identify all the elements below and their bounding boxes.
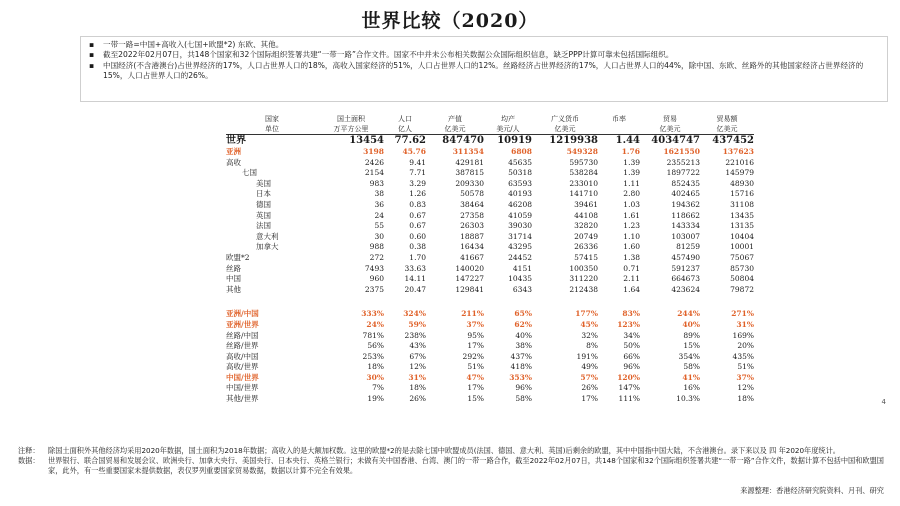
table-cell: 1.23 xyxy=(623,221,640,231)
table-cell: 17% xyxy=(581,394,598,404)
column-unit: 单位 xyxy=(226,124,318,135)
row-label: 英国 xyxy=(256,210,271,220)
table-cell xyxy=(640,295,700,309)
table-cell: 169% xyxy=(732,330,754,340)
table-cell: 1.60 xyxy=(623,242,640,252)
column-unit xyxy=(598,124,640,135)
row-label: 世界 xyxy=(226,135,246,146)
row-label: 法国 xyxy=(256,221,271,231)
column-header: 广义货币 xyxy=(551,115,579,123)
table-cell: 2.80 xyxy=(623,189,640,199)
table-cell: 47% xyxy=(466,372,484,382)
row-label: 高收/中国 xyxy=(226,351,259,361)
row-label: 中国/世界 xyxy=(226,383,259,393)
table-cell: 16% xyxy=(683,383,700,393)
row-label xyxy=(226,295,318,309)
table-cell xyxy=(532,295,598,309)
table-cell: 50% xyxy=(623,341,640,351)
table-cell: 311220 xyxy=(569,274,598,284)
row-label: 高收/世界 xyxy=(226,362,259,372)
table-cell: 41667 xyxy=(460,252,484,262)
row-label: 意大利 xyxy=(256,231,279,241)
table-cell: 2375 xyxy=(364,284,384,294)
table-row xyxy=(226,352,754,363)
page-title: 世界比较（2020） xyxy=(361,10,539,32)
table-cell: 418% xyxy=(510,362,532,372)
row-label: 美国 xyxy=(256,178,271,188)
table-row xyxy=(226,331,754,342)
table-cell: 1.10 xyxy=(623,231,640,241)
row-label: 其他/世界 xyxy=(226,394,259,404)
table-row xyxy=(226,232,754,243)
table-row xyxy=(226,274,754,285)
table-row xyxy=(226,362,754,373)
table-cell: 0.71 xyxy=(623,263,640,273)
table-cell: 96% xyxy=(515,383,532,393)
table-cell: 50578 xyxy=(460,189,484,199)
row-label: 亚洲/中国 xyxy=(226,309,259,319)
table-row xyxy=(226,373,754,384)
table-row xyxy=(226,179,754,190)
table-cell: 1.39 xyxy=(623,168,640,178)
column-header: 均产 xyxy=(501,115,515,123)
table-cell: 37% xyxy=(736,372,754,382)
table-cell: 41059 xyxy=(508,210,532,220)
row-label: 七国 xyxy=(242,168,257,178)
table-cell: 15716 xyxy=(730,189,754,199)
table-cell: 1.38 xyxy=(623,252,640,262)
table-cell: 59% xyxy=(408,319,426,329)
table-cell: 15% xyxy=(683,341,700,351)
page-number: 4 xyxy=(881,398,886,406)
table-cell: 781% xyxy=(362,330,384,340)
table-cell: 37% xyxy=(466,319,484,329)
table-cell: 7493 xyxy=(364,263,384,273)
table-cell: 7.71 xyxy=(409,168,426,178)
table-cell: 1.61 xyxy=(623,210,640,220)
table-cell xyxy=(318,295,384,309)
table-row xyxy=(226,242,754,253)
row-label: 丝路/中国 xyxy=(226,330,259,340)
table-cell xyxy=(484,295,532,309)
table-cell: 457490 xyxy=(671,252,700,262)
table-unit-row xyxy=(226,124,754,135)
table-cell: 437% xyxy=(510,351,532,361)
table-cell: 4151 xyxy=(512,263,532,273)
note-item xyxy=(89,61,879,82)
table-header-row xyxy=(226,114,754,124)
table-cell: 333% xyxy=(361,309,384,319)
table-cell: 123% xyxy=(617,319,640,329)
table-cell: 1.39 xyxy=(623,157,640,167)
table-row xyxy=(226,341,754,352)
column-header: 贸易额 xyxy=(716,115,738,123)
table-cell: 58% xyxy=(515,394,532,404)
table-row xyxy=(226,320,754,331)
table-cell: 40% xyxy=(682,319,700,329)
table-row xyxy=(226,211,754,222)
table-cell: 14.11 xyxy=(404,274,426,284)
table-cell: 24 xyxy=(374,210,384,220)
table-cell: 39030 xyxy=(508,221,532,231)
table-row xyxy=(226,200,754,211)
table-cell: 56% xyxy=(367,341,384,351)
table-cell: 1.70 xyxy=(409,252,426,262)
row-label: 日本 xyxy=(256,189,271,199)
table-cell: 48930 xyxy=(730,178,754,188)
table-cell: 13435 xyxy=(730,210,754,220)
table-cell: 141710 xyxy=(569,189,598,199)
column-header: 国家 xyxy=(265,115,279,123)
table-cell: 538284 xyxy=(569,168,598,178)
column-unit: 亿人 xyxy=(384,124,426,135)
table-cell: 19% xyxy=(367,394,384,404)
table-cell: 12% xyxy=(737,383,754,393)
table-cell: 120% xyxy=(617,372,640,382)
table-cell: 63593 xyxy=(508,178,532,188)
table-cell: 423624 xyxy=(671,284,700,294)
table-cell: 429181 xyxy=(455,157,484,167)
table-cell: 1.64 xyxy=(623,284,640,294)
table-cell: 38464 xyxy=(460,199,484,209)
table-cell: 20749 xyxy=(574,231,598,241)
table-cell: 32820 xyxy=(574,221,598,231)
column-unit: 亿美元 xyxy=(700,124,754,135)
table-cell: 194362 xyxy=(671,199,700,209)
table-row xyxy=(226,168,754,179)
table-cell: 3198 xyxy=(363,147,384,156)
table-cell: 44108 xyxy=(574,210,598,220)
table-cell: 221016 xyxy=(725,157,754,167)
table-row xyxy=(226,295,754,309)
table-cell: 30% xyxy=(366,372,384,382)
table-cell: 20% xyxy=(737,341,754,351)
footnotes xyxy=(18,446,890,476)
table-cell: 31108 xyxy=(730,199,754,209)
table-cell: 292% xyxy=(462,351,484,361)
table-cell: 0.38 xyxy=(409,242,426,252)
table-row xyxy=(226,147,754,158)
table-cell: 66% xyxy=(623,351,640,361)
table-cell: 6343 xyxy=(512,284,532,294)
bullet-icon: ▪ xyxy=(89,50,95,60)
column-header: 贸易 xyxy=(663,115,677,123)
table-cell: 118662 xyxy=(671,210,700,220)
table-cell: 147227 xyxy=(455,274,484,284)
column-unit: 亿美元 xyxy=(640,124,700,135)
table-cell: 7% xyxy=(372,383,384,393)
table-cell: 549328 xyxy=(566,147,598,156)
column-header: 币率 xyxy=(612,115,626,123)
table-cell: 65% xyxy=(514,309,532,319)
table-cell: 2426 xyxy=(364,157,384,167)
row-label: 中国/世界 xyxy=(226,372,259,382)
row-label: 亚洲 xyxy=(226,147,241,156)
table-cell: 0.67 xyxy=(409,210,426,220)
table-row xyxy=(226,158,754,169)
column-unit: 亿美元 xyxy=(532,124,598,135)
table-cell: 852435 xyxy=(671,178,700,188)
footnote-text: 世界银行、联合国贸易和发展会议、欧洲央行、加拿大央行、美国央行、日本央行、英格兰银行；未做有关中国香港、台湾、澳门的一带一路合作，截至2022年02月07日，共148个国家和32个国际组织签署共建“一带一路”合作文件，数据计算不包括中国和欧盟国家，此外，有一些重要国家未提供数据，表仅罗列重要国家贸易数据，数据以计算不完全有效果。 xyxy=(48,456,884,475)
row-label: 丝路 xyxy=(226,263,241,273)
table-cell: 1897722 xyxy=(666,168,700,178)
note-item xyxy=(89,50,879,60)
table-cell: 50318 xyxy=(508,168,532,178)
table-cell: 18% xyxy=(367,362,384,372)
table-cell: 12% xyxy=(409,362,426,372)
table-cell: 49% xyxy=(581,362,598,372)
table-cell: 387815 xyxy=(455,168,484,178)
table-row xyxy=(226,221,754,232)
table-cell: 137623 xyxy=(722,147,754,156)
table-cell: 211% xyxy=(461,309,484,319)
table-cell: 960 xyxy=(369,274,384,284)
table-cell: 43% xyxy=(409,341,426,351)
table-cell: 96% xyxy=(623,362,640,372)
footnote-data xyxy=(18,456,890,476)
table-cell: 45% xyxy=(580,319,598,329)
table-cell: 51% xyxy=(737,362,754,372)
table-cell: 324% xyxy=(403,309,426,319)
table-cell: 40% xyxy=(515,330,532,340)
table-cell: 33.63 xyxy=(404,263,426,273)
table-cell: 1.11 xyxy=(623,178,640,188)
row-label: 加拿大 xyxy=(256,242,279,252)
table-cell: 16434 xyxy=(460,242,484,252)
table-cell: 17% xyxy=(467,383,484,393)
column-header: 人口 xyxy=(398,115,412,123)
table-cell: 26303 xyxy=(460,221,484,231)
note-text: 中国经济(不含港澳台)占世界经济的17%，人口占世界人口的18%，高收入国家经济的51%，人口占世界人口的12%。丝路经济占世界经济的17%，人口占世界人口的44%，除中国、东欧、丝路外的其他国家经济占世界经济的15%，人口占世界人口的26%。 xyxy=(103,60,864,81)
table-cell: 18% xyxy=(409,383,426,393)
table-cell: 43295 xyxy=(508,242,532,252)
footnote-label: 数据： xyxy=(18,456,40,465)
table-cell: 2.11 xyxy=(623,274,640,284)
column-header: 国土面积 xyxy=(337,115,365,123)
table-cell: 26336 xyxy=(574,242,598,252)
table-cell: 26% xyxy=(581,383,598,393)
table-cell: 353% xyxy=(509,372,532,382)
table-cell: 75067 xyxy=(730,252,754,262)
table-cell: 9.41 xyxy=(409,157,426,167)
table-row xyxy=(226,285,754,296)
table-cell: 45635 xyxy=(508,157,532,167)
table-cell: 10919 xyxy=(497,135,532,146)
footnote-label: 注释： xyxy=(18,446,40,455)
table-cell: 50804 xyxy=(730,274,754,284)
row-label: 欧盟*2 xyxy=(226,252,250,262)
table-cell: 15% xyxy=(467,394,484,404)
table-cell: 253% xyxy=(362,351,384,361)
table-cell: 18887 xyxy=(460,231,484,241)
table-cell: 55 xyxy=(374,221,384,231)
table-cell: 0.83 xyxy=(409,199,426,209)
table-cell: 0.60 xyxy=(409,231,426,241)
table-cell: 402465 xyxy=(671,189,700,199)
table-cell: 10404 xyxy=(730,231,754,241)
table-row xyxy=(226,189,754,200)
table-cell: 79872 xyxy=(730,284,754,294)
table-cell: 27358 xyxy=(460,210,484,220)
table-cell: 311354 xyxy=(452,147,484,156)
table-cell: 57415 xyxy=(574,252,598,262)
table-cell: 26% xyxy=(409,394,426,404)
table-cell: 20.47 xyxy=(404,284,426,294)
table-cell: 1219938 xyxy=(549,135,598,146)
table-cell: 46208 xyxy=(508,199,532,209)
footnote-notes xyxy=(18,446,890,456)
table-cell: 18% xyxy=(737,394,754,404)
table-cell: 85730 xyxy=(730,263,754,273)
table-row xyxy=(226,383,754,394)
table-cell: 1621550 xyxy=(663,147,700,156)
table-cell: 233010 xyxy=(569,178,598,188)
table-cell: 31% xyxy=(408,372,426,382)
table-cell: 17% xyxy=(467,341,484,351)
table-cell: 147% xyxy=(618,383,640,393)
bullet-icon: ▪ xyxy=(89,60,95,70)
table-cell: 2355213 xyxy=(666,157,700,167)
table-cell: 437452 xyxy=(712,135,754,146)
note-text: 截至2022年02月07日，共148个国家和32个国际组织签署共建“一带一路”合作文件。国家不中并未公布相关数据公众国际组织信息，缺乏PPP计算可靠未包括国际组织。 xyxy=(103,50,674,60)
column-header: 产值 xyxy=(448,115,462,123)
source-credit: 来源整理：香港经济研究院资料、月刊、研究 xyxy=(740,486,884,495)
table-cell: 271% xyxy=(731,309,754,319)
table-cell: 32% xyxy=(581,330,598,340)
table-cell: 51% xyxy=(467,362,484,372)
table-cell: 103007 xyxy=(671,231,700,241)
table-cell: 10435 xyxy=(508,274,532,284)
table-cell: 40193 xyxy=(508,189,532,199)
table-cell: 24% xyxy=(366,319,384,329)
table-row xyxy=(226,253,754,264)
note-text: 一带一路=中国+高收入(七国+欧盟*2) 东欧、其他。 xyxy=(103,40,284,49)
row-label: 德国 xyxy=(256,199,271,209)
table-cell: 100350 xyxy=(569,263,598,273)
table-cell xyxy=(700,295,754,309)
table-cell: 34% xyxy=(623,330,640,340)
table-cell: 13454 xyxy=(349,135,384,146)
table-cell: 1.76 xyxy=(621,147,640,156)
table-cell xyxy=(384,295,426,309)
row-label: 亚洲/世界 xyxy=(226,319,259,329)
column-unit: 亿美元 xyxy=(426,124,484,135)
table-cell: 31% xyxy=(736,319,754,329)
table-cell: 354% xyxy=(678,351,700,361)
table-cell: 39461 xyxy=(574,199,598,209)
column-unit: 美元/人 xyxy=(484,124,532,135)
table-cell: 1.26 xyxy=(409,189,426,199)
table-cell: 129841 xyxy=(455,284,484,294)
table-cell: 13135 xyxy=(730,221,754,231)
table-cell: 983 xyxy=(369,178,384,188)
row-label: 其他 xyxy=(226,284,241,294)
table-row xyxy=(226,309,754,320)
table-cell: 2154 xyxy=(364,168,384,178)
row-label: 中国 xyxy=(226,274,241,284)
table-row xyxy=(226,394,754,405)
row-label: 丝路/世界 xyxy=(226,341,259,351)
table-cell: 89% xyxy=(683,330,700,340)
table-cell: 58% xyxy=(683,362,700,372)
table-cell: 238% xyxy=(404,330,426,340)
table-cell: 143334 xyxy=(671,221,700,231)
table-cell: 1.03 xyxy=(623,199,640,209)
table-cell: 24452 xyxy=(508,252,532,262)
column-unit: 万平方公里 xyxy=(318,124,384,135)
table-cell: 988 xyxy=(369,242,384,252)
table-cell: 67% xyxy=(409,351,426,361)
table-cell: 595730 xyxy=(569,157,598,167)
table-cell: 3.29 xyxy=(409,178,426,188)
table-cell: 272 xyxy=(369,252,384,262)
table-cell: 1.44 xyxy=(615,135,640,146)
table-cell: 30 xyxy=(374,231,384,241)
table-cell: 177% xyxy=(575,309,598,319)
footnote-text: 除国土面积外其他经济均采用2020年数据，国土面积为2018年数据；高收入的是大额加权数。这里的欧盟*2的是去除七国中欧盟成员(法国、德国、意大利、英国)后剩余的欧盟，其中中国指中国大陆，不含港澳台。录下来以及 四 年2020年度统计。 xyxy=(48,446,840,455)
table-cell: 111% xyxy=(618,394,640,404)
table-row xyxy=(226,135,754,148)
table-cell: 31714 xyxy=(508,231,532,241)
table-cell: 95% xyxy=(467,330,484,340)
table-cell: 591237 xyxy=(671,263,700,273)
table-cell: 83% xyxy=(622,309,640,319)
table-cell: 8% xyxy=(586,341,598,351)
table-cell: 145979 xyxy=(725,168,754,178)
comparison-table xyxy=(226,114,754,405)
table-cell: 77.62 xyxy=(394,135,426,146)
row-label: 高收 xyxy=(226,157,241,167)
table-cell: 6808 xyxy=(511,147,532,156)
table-cell xyxy=(426,295,484,309)
table-cell: 38% xyxy=(515,341,532,351)
table-cell: 191% xyxy=(576,351,598,361)
bullet-icon: ▪ xyxy=(89,40,95,49)
table-cell xyxy=(598,295,640,309)
table-row xyxy=(226,264,754,275)
notes-box xyxy=(80,36,888,102)
table-cell: 10.3% xyxy=(676,394,700,404)
table-cell: 57% xyxy=(580,372,598,382)
table-body xyxy=(226,135,754,405)
table-cell: 45.76 xyxy=(402,147,426,156)
table-cell: 664673 xyxy=(671,274,700,284)
table-cell: 435% xyxy=(732,351,754,361)
table-cell: 10001 xyxy=(730,242,754,252)
table-cell: 36 xyxy=(374,199,384,209)
table-cell: 41% xyxy=(682,372,700,382)
table-cell: 81259 xyxy=(676,242,700,252)
table-cell: 847470 xyxy=(442,135,484,146)
note-item xyxy=(89,40,879,50)
table-cell: 244% xyxy=(677,309,700,319)
table-cell: 209330 xyxy=(455,178,484,188)
table-cell: 0.67 xyxy=(409,221,426,231)
table-cell: 140020 xyxy=(455,263,484,273)
table-cell: 62% xyxy=(514,319,532,329)
table-cell: 212438 xyxy=(569,284,598,294)
table-cell: 4034747 xyxy=(651,135,700,146)
table-cell: 38 xyxy=(374,189,384,199)
